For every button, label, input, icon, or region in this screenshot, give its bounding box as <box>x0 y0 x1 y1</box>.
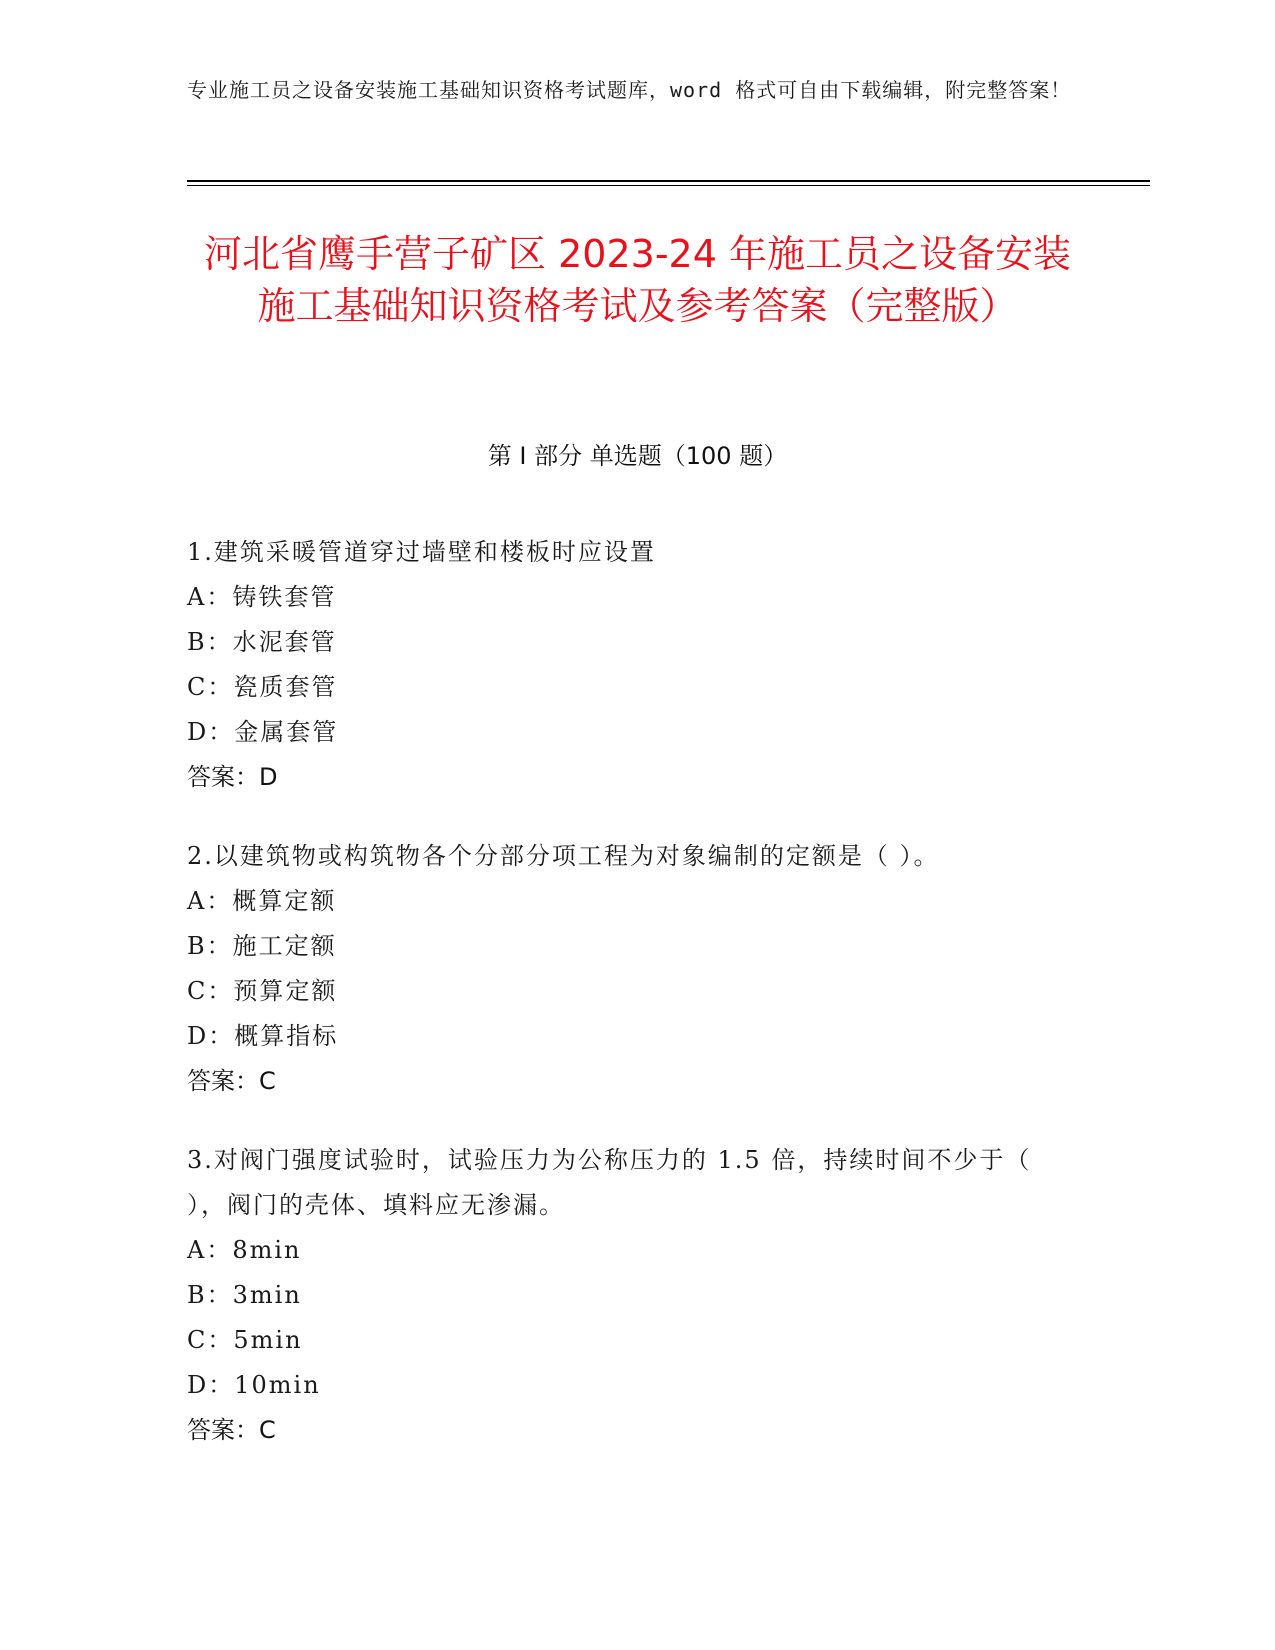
question-list <box>187 530 1067 1487</box>
option-c: C：预算定额 <box>187 977 338 1005</box>
section-heading: 第 I 部分 单选题（100 题） <box>487 442 788 470</box>
answer: 答案：C <box>187 1416 276 1444</box>
option-b: B：3min <box>187 1281 302 1309</box>
question-1 <box>187 530 1067 800</box>
header-note: 专业施工员之设备安装施工基础知识资格考试题库，word 格式可自由下载编辑，附完整答案！ <box>187 78 1072 102</box>
option-d: D：金属套管 <box>187 718 339 746</box>
option-a: A：概算定额 <box>187 887 337 915</box>
question-stem: 3.对阀门强度试验时，试验压力为公称压力的 1.5 倍，持续时间不少于（ ），阀门的壳体、填料应无渗漏。 <box>187 1146 1032 1219</box>
option-d: D：概算指标 <box>187 1022 339 1050</box>
answer: 答案：D <box>187 763 278 791</box>
option-b: B：施工定额 <box>187 932 337 960</box>
question-stem: 1.建筑采暖管道穿过墙壁和楼板时应设置 <box>187 538 656 566</box>
option-c: C：瓷质套管 <box>187 673 338 701</box>
option-a: A：8min <box>187 1236 302 1264</box>
option-c: C：5min <box>187 1326 303 1354</box>
option-b: B：水泥套管 <box>187 628 337 656</box>
question-2 <box>187 834 1067 1104</box>
header-rule-thick <box>187 180 1150 182</box>
option-d: D：10min <box>187 1371 321 1399</box>
question-stem: 2.以建筑物或构筑物各个分部分项工程为对象编制的定额是（ ）。 <box>187 842 940 870</box>
answer: 答案：C <box>187 1067 276 1095</box>
option-a: A：铸铁套管 <box>187 583 337 611</box>
header-rule-thin <box>187 185 1150 186</box>
document-title: 河北省鹰手营子矿区 2023-24 年施工员之设备安装施工基础知识资格考试及参考答案（完整版） <box>204 232 1071 328</box>
question-3 <box>187 1138 1067 1453</box>
